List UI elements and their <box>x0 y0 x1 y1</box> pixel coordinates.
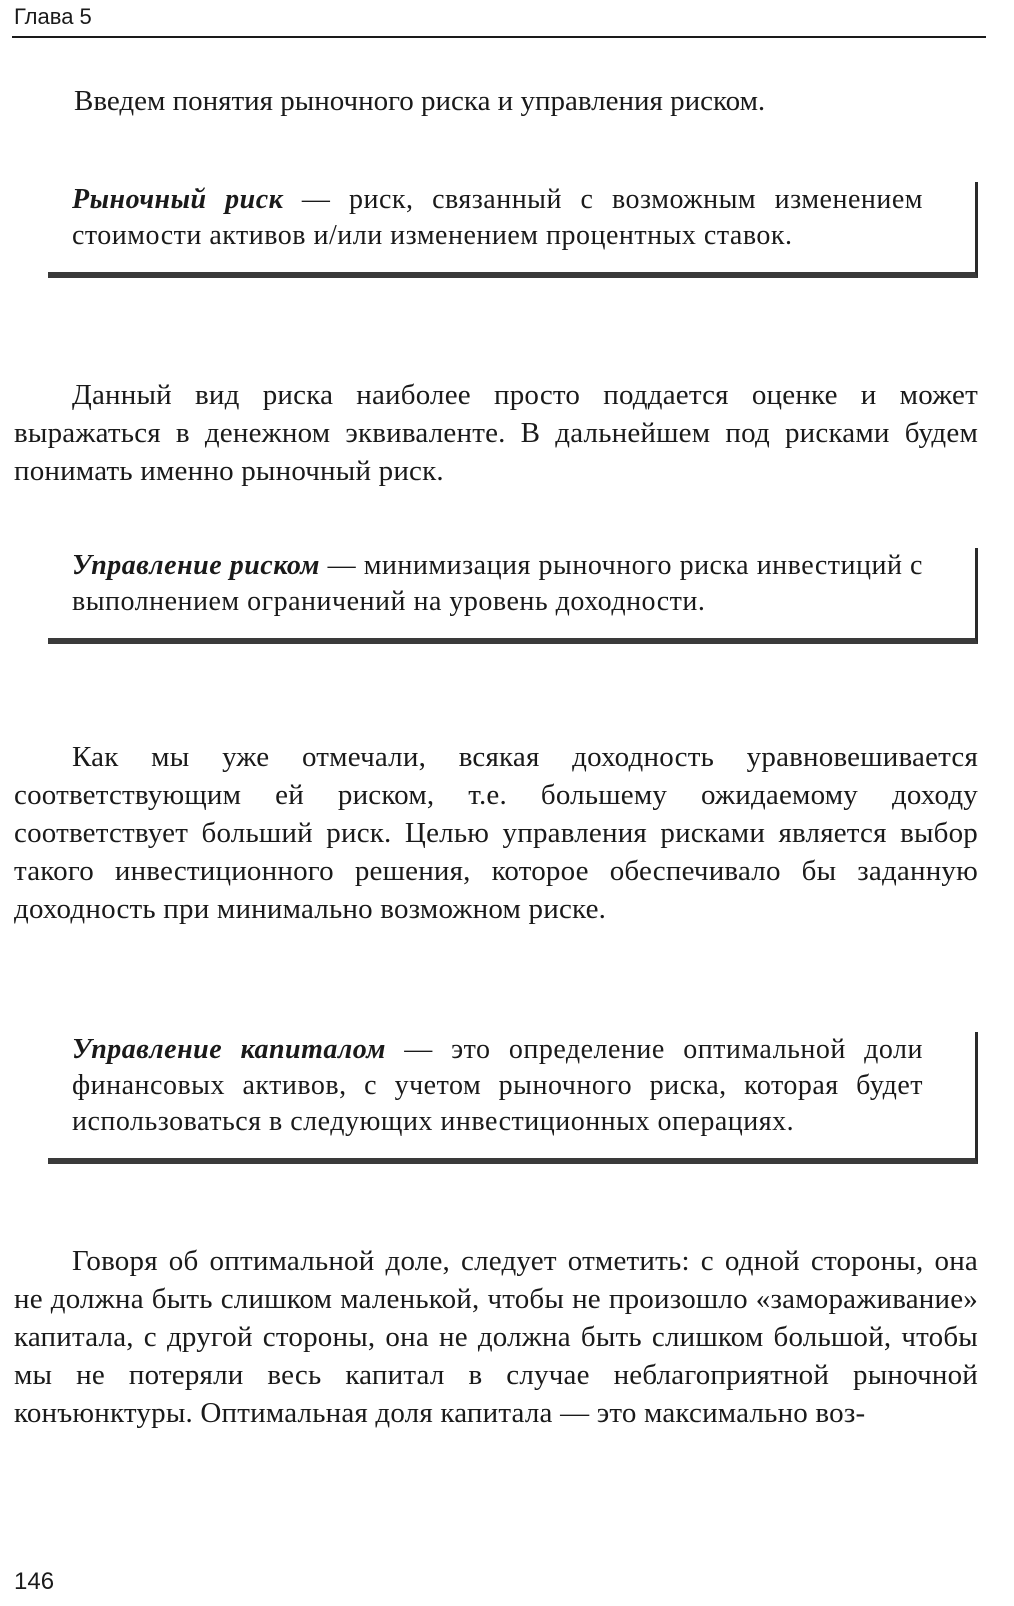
header-rule <box>12 36 986 38</box>
definition-box-market-risk <box>48 182 978 278</box>
intro-paragraph: Введем понятия рыночного риска и управления риском. <box>74 85 766 117</box>
definition-term: Рыночный риск <box>72 184 284 215</box>
definition-capital-management <box>48 1032 975 1158</box>
page-number: 146 <box>14 1568 55 1595</box>
body-paragraph-1: Данный вид риска наиболее просто поддается оценке и может выражаться в денежном эквиваленте. В дальнейшем под рисками будем понимать именно рыночный риск. <box>14 379 978 487</box>
definition-risk-management <box>48 548 975 638</box>
body-paragraph-3: Говоря об оптимальной доле, следует отметить: с одной стороны, она не должна быть слишком маленькой, чтобы не произошло «замораживание» капитала, с другой стороны, она не должна быть слишком большой, чтобы мы не потеряли весь капитал в случае неблагоприятной рыночной конъюнктуры. Оптимальная доля капитала — это максимально воз- <box>14 1245 978 1429</box>
definition-text: — риск, связанный с возможным изменением стоимости активов и/или изменением процентных ставок. <box>72 184 923 251</box>
definition-market-risk <box>48 182 975 272</box>
definition-term: Управление риском <box>72 550 320 581</box>
definition-term: Управление капиталом <box>72 1034 386 1065</box>
definition-box-risk-management <box>48 548 978 644</box>
definition-box-capital-management <box>48 1032 978 1164</box>
body-paragraph-2: Как мы уже отмечали, всякая доходность уравновешивается соответствующим ей риском, т.е. большему ожидаемому доходу соответствует больший риск. Целью управления рисками является выбор такого инвестиционного решения, которое обеспечивало бы заданную доходность при минимально возможном риске. <box>14 741 978 925</box>
definition-text: — это определение оптимальной доли финансовых активов, с учетом рыночного риска, которая будет использоваться в следующих инвестиционных операциях. <box>72 1034 923 1137</box>
chapter-header: Глава 5 <box>14 4 92 29</box>
definition-text: — минимизация рыночного риска инвестиций с выполнением ограничений на уровень доходности. <box>72 550 923 617</box>
